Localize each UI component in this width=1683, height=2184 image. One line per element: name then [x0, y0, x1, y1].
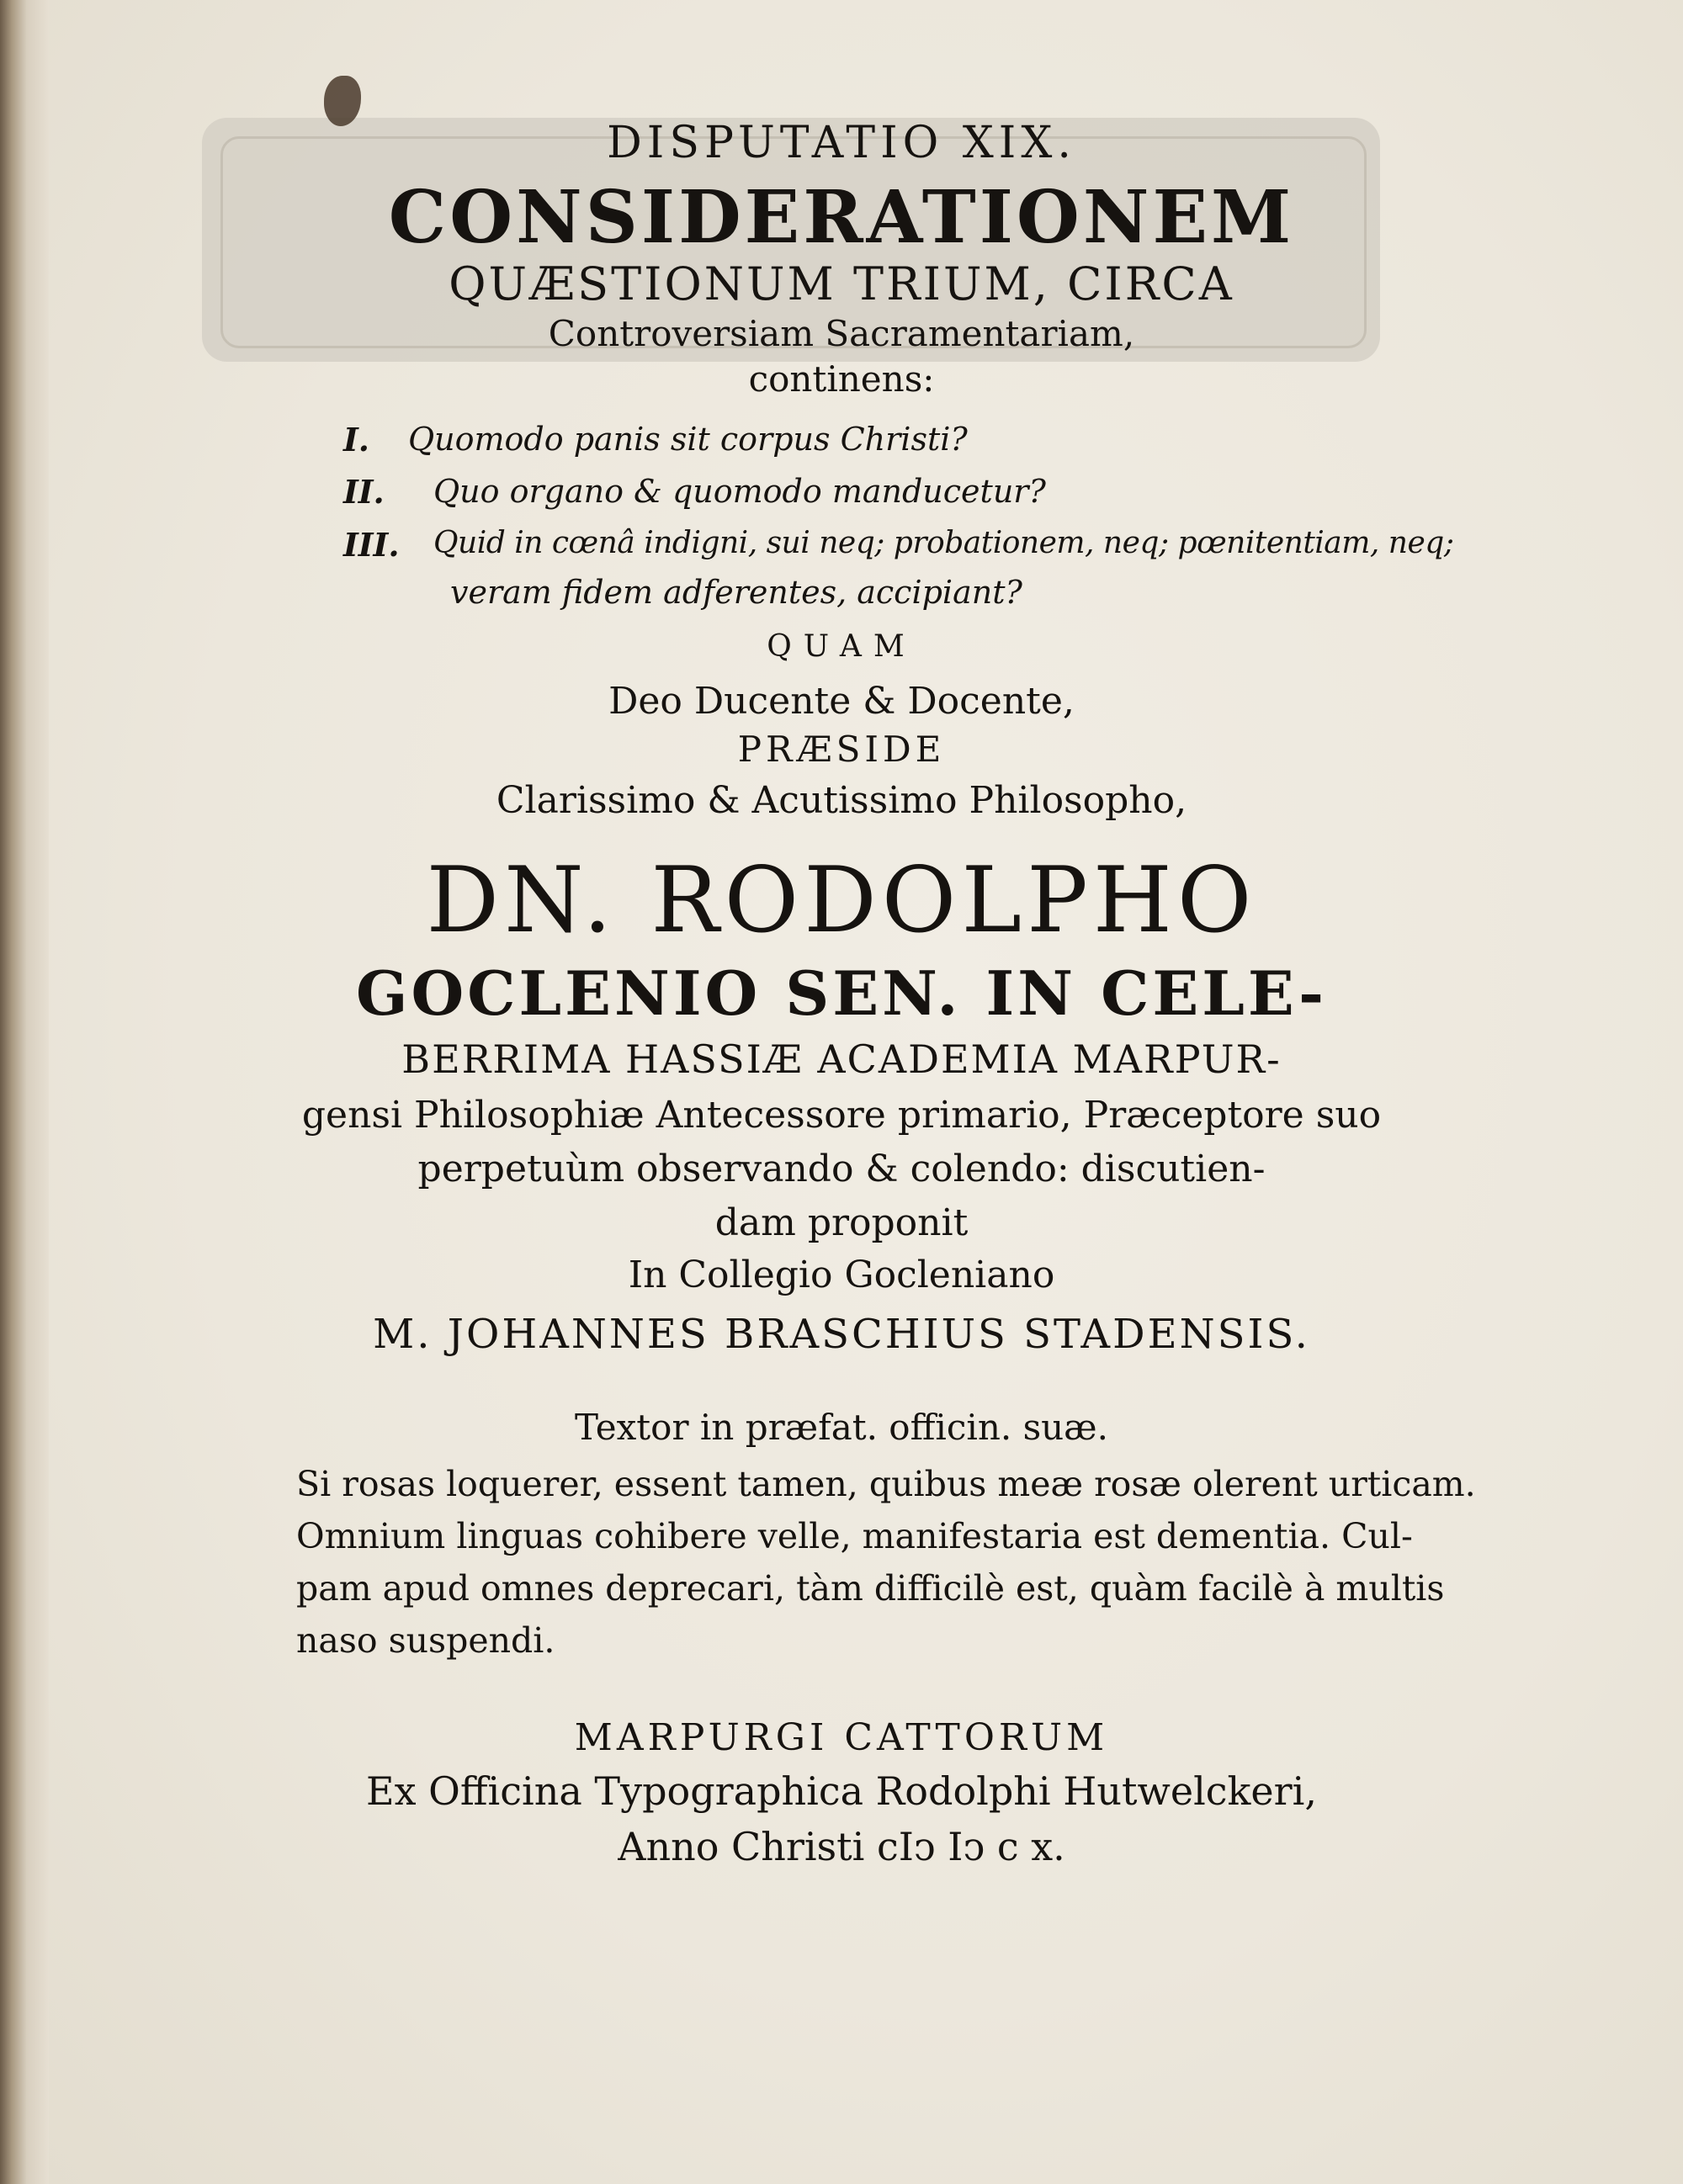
question-number: III. — [343, 526, 400, 564]
imprint-place: MARPURGI CATTORUM — [574, 1716, 1109, 1759]
question-text: Quo organo & quomodo manducetur? — [433, 473, 1046, 510]
praeses-name-cont: GOCLENIO SEN. IN CELE- — [356, 957, 1327, 1029]
question-text: Quid in cœnâ indigni, sui neq; probationem, neq; pœnitentiam, neq; — [433, 526, 1454, 560]
imprint-printer: Ex Officina Typographica Rodolphi Hutwelckeri, — [366, 1768, 1317, 1814]
clarissimo-line: Clarissimo & Acutissimo Philosopho, — [496, 779, 1187, 822]
deo-line: Deo Ducente & Docente, — [608, 680, 1075, 723]
academia-line: BERRIMA HASSIÆ ACADEMIA MARPUR- — [401, 1036, 1282, 1082]
imprint-year: Anno Christi cIↄ Iↄ c x. — [618, 1824, 1065, 1869]
main-title: CONSIDERATIONEM — [388, 175, 1295, 260]
quam-line: QUAM — [767, 629, 916, 664]
quote-line: Si rosas loquerer, essent tamen, quibus meæ rosæ olerent urticam. — [296, 1464, 1476, 1504]
question-number: II. — [343, 473, 385, 511]
question-text: veram fidem adferentes, accipiant? — [450, 574, 1022, 611]
praeside-line: PRÆSIDE — [737, 729, 946, 770]
quote-line: naso suspendi. — [296, 1620, 555, 1661]
continens-line: continens: — [748, 358, 935, 400]
praeses-name: DN. RODOLPHO — [426, 848, 1257, 953]
quote-line: Omnium linguas cohibere velle, manifestaria est dementia. Cul- — [296, 1516, 1413, 1556]
respondent-line: M. JOHANNES BRASCHIUS STADENSIS. — [373, 1311, 1310, 1358]
observando-line: perpetuùm observando & colendo: discutien- — [417, 1148, 1266, 1190]
praeceptor-line: gensi Philosophiæ Antecessore primario, Præceptore suo — [301, 1094, 1382, 1137]
subtitle: QUÆSTIONUM TRIUM, CIRCA — [449, 257, 1234, 310]
quote-source: Textor in præfat. officin. suæ. — [574, 1407, 1109, 1448]
disputatio-heading: DISPUTATIO XIX. — [607, 118, 1076, 168]
topic-line: Controversiam Sacramentariam, — [548, 313, 1135, 354]
proponit-line: dam proponit — [714, 1201, 969, 1244]
collegio-line: In Collegio Gocleniano — [628, 1254, 1055, 1296]
quote-line: pam apud omnes deprecari, tàm difficilè est, quàm facilè à multis — [296, 1568, 1445, 1609]
question-number: I. — [343, 421, 370, 459]
question-text: Quomodo panis sit corpus Christi? — [408, 421, 968, 458]
